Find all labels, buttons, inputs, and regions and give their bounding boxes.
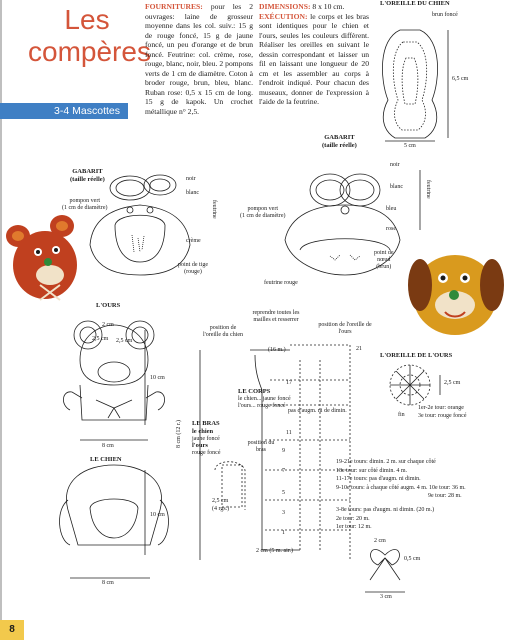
arm-colors [192, 428, 221, 456]
body-bear-color: l'ours... rouge foncé [238, 403, 286, 409]
body-dog-ear-pos: position de l'oreille du chien [202, 325, 244, 338]
left-gabarit-title-text: GABARIT [72, 168, 103, 175]
body-row-21: 21 [356, 346, 362, 352]
bear-ear-chart [390, 365, 440, 405]
body-row-17: 17 [286, 380, 292, 386]
body-no-change: pas d'augm. ni de dimin. [288, 408, 347, 414]
body-bear-ear-pos: position de l'oreille de l'ours [318, 322, 372, 335]
body-count-16: (16 m.) [268, 347, 286, 353]
body-dog-color: le chien... jaune foncé [238, 396, 291, 402]
right-gabarit-subtitle: (taille réelle) [322, 141, 357, 149]
bear-dim-3: 2,5 cm [116, 338, 133, 344]
supplies-body: pour les 2 ouvrages: laine de grosseur moyenne dans les col. suiv.: 15 g de rouge foncé, 15 g de jaune foncé, un peu d'orange et de brun foncé. Feutrine: col. crème, rose, rouge, blanc, noir, bleu. 2 pompons verts de 1 cm de diamètre. Coton à broder rouge, brun, bleu, blanc. Ruban rose: 0,5 x 15 cm de long. 15 g de kapok. Un crochet métallique n° 2,5. [145, 2, 253, 116]
arm-dog-color: jaune foncé [192, 435, 220, 442]
left-stitch-color: (rouge) [184, 269, 202, 275]
left-blanc-label: blanc [186, 190, 199, 196]
body-row-notes-lower [336, 506, 434, 532]
left-stitch-label [178, 262, 208, 276]
dog-ear-title: L'OREILLE DU CHIEN [380, 0, 450, 7]
title-line-2: compères [28, 36, 151, 67]
note-rows-9-10: 9-10e tours: à chaque côté augm. 4 m. [336, 484, 428, 491]
arm-bear: l'ours [192, 442, 208, 449]
bear-title: L'OURS [96, 302, 121, 309]
right-rose-label: rose [386, 226, 396, 232]
bear-ear-fin: fin [398, 412, 405, 418]
right-knot-text2: nœud [377, 257, 391, 263]
bear-dim-1: 2 cm [102, 322, 114, 328]
dog-width: 8 cm [102, 580, 114, 586]
left-pompon-dia: (1 cm de diamètre) [62, 205, 108, 211]
dog-pattern-outline [60, 465, 169, 578]
arm-dim-8cm: 8 cm (12 r.) [176, 420, 182, 448]
execution-body: le corps et les bras sont identiques pour le chien et l'ours, seules les couleurs diffèrent. Réaliser les oreilles en suivant le dessin correspondant et laisser un fil en laissant une longueur de 20 cm et les assembler au corps à l'endroit indiqué. Pour chacun des museaux, donner de l'expression à l'aide de la feutrine. [259, 11, 369, 106]
arm-position: position du bras [247, 440, 275, 453]
right-red-felt-label: feutrine rouge [264, 280, 298, 286]
ribbon-width: 2 cm [374, 538, 386, 544]
bear-ear-round12: 1er-2e tour: orange [418, 405, 464, 411]
body-row-1: 1 [282, 530, 285, 536]
right-pompon-text: pompon vert [247, 206, 278, 212]
dimensions-heading: DIMENSIONS: [259, 2, 311, 11]
body-row-7: 7 [282, 468, 285, 474]
note-row-2: 2e tour: 20 m. [336, 515, 370, 522]
left-pompon-label [62, 198, 107, 212]
page-number: 8 [0, 620, 24, 640]
bear-face-template [90, 175, 190, 275]
left-noir-label: noir [186, 176, 196, 182]
arm-title: LE BRAS [192, 420, 220, 427]
dog-ear-chart [382, 30, 448, 141]
left-gabarit-subtitle: (taille réelle) [70, 175, 105, 183]
ribbon-bow [365, 550, 405, 592]
left-feutrine-label: feutrine [211, 200, 217, 219]
right-blanc-label: blanc [390, 184, 403, 190]
arm-bear-color: rouge foncé [192, 449, 221, 456]
left-stitch-text: point de tige [178, 262, 208, 268]
body-bottom-dim: 2 cm (5 m. air.) [256, 548, 293, 554]
bear-ear-title: L'OREILLE DE L'OURS [380, 352, 453, 359]
bear-dim-2: 2,5 cm [92, 336, 109, 342]
right-knot-color: (brun) [376, 264, 392, 270]
bear-width: 8 cm [102, 443, 114, 449]
arm-dim-25: 2,5 cm [212, 498, 229, 504]
section-band: 3-4 Mascottes [0, 103, 128, 119]
body-row-3: 3 [282, 510, 285, 516]
body-gather-label: reprendre toutes les mailles et resserrer [252, 310, 300, 323]
note-rows-11-17: 11-17e tours: pas d'augm. ni dimin. [336, 476, 421, 482]
body-row-5: 5 [282, 490, 285, 496]
arm-rows-4: (4 rgs.) [212, 506, 230, 512]
left-creme-label: crème [186, 238, 201, 244]
bear-ear-dim: 2,5 cm [444, 380, 461, 386]
supplies-heading: FOURNITURES: [145, 2, 203, 11]
body-title: LE CORPS [238, 388, 271, 395]
right-knot-text: point de [374, 250, 394, 256]
dog-height: 10 cm [150, 512, 165, 518]
body-row-11: 11 [286, 430, 292, 436]
note-row-9b: 9e tour: 28 m. [427, 493, 462, 499]
ribbon-total: 3 cm [380, 594, 392, 600]
right-pompon-dia: (1 cm de diamètre) [240, 213, 286, 219]
right-bleu-label: bleu [386, 206, 397, 212]
dog-ear-height: 6,5 cm [452, 76, 469, 82]
bear-ear-round3: 3e tour: rouge foncé [418, 413, 467, 419]
dog-ear-color: brun foncé [432, 12, 458, 18]
dog-photo [408, 255, 504, 335]
right-pompon-label [240, 206, 285, 220]
right-gabarit-title-text: GABARIT [324, 134, 355, 141]
note-row-10b: 10e tour: 36 m. [428, 484, 466, 491]
right-gabarit-title [322, 134, 357, 149]
body-row-9: 9 [282, 448, 285, 454]
right-feutrine-label: feutrine [425, 180, 431, 199]
title-line-1: Les [64, 4, 110, 35]
note-row-1: 1er tour: 12 m. [336, 524, 372, 530]
right-knot-label [374, 250, 394, 271]
note-rows-3-8: 3-8e tours: pas d'augm. ni dimin. (20 m.) [336, 507, 435, 513]
left-gabarit-title [70, 168, 105, 183]
dimensions-body: 8 x 10 cm. [310, 2, 345, 11]
right-noir-label: noir [390, 162, 400, 168]
note-row-18: 18e tour: sur côté dimin. 4 m. [336, 467, 407, 474]
ribbon-height: 0,5 cm [404, 556, 421, 562]
dog-ear-width: 5 cm [404, 143, 416, 149]
bear-height: 10 cm [150, 375, 165, 381]
arm-dog: le chien [192, 428, 214, 435]
note-rows-19-21: 19-21e tours: dimin. 2 m. sur chaque côté [336, 459, 436, 465]
dog-title: LE CHIEN [90, 456, 122, 463]
bear-photo [6, 215, 77, 300]
execution-heading: EXÉCUTION: [259, 11, 308, 21]
left-pompon-text: pompon vert [69, 198, 100, 204]
body-row-notes [336, 458, 466, 501]
